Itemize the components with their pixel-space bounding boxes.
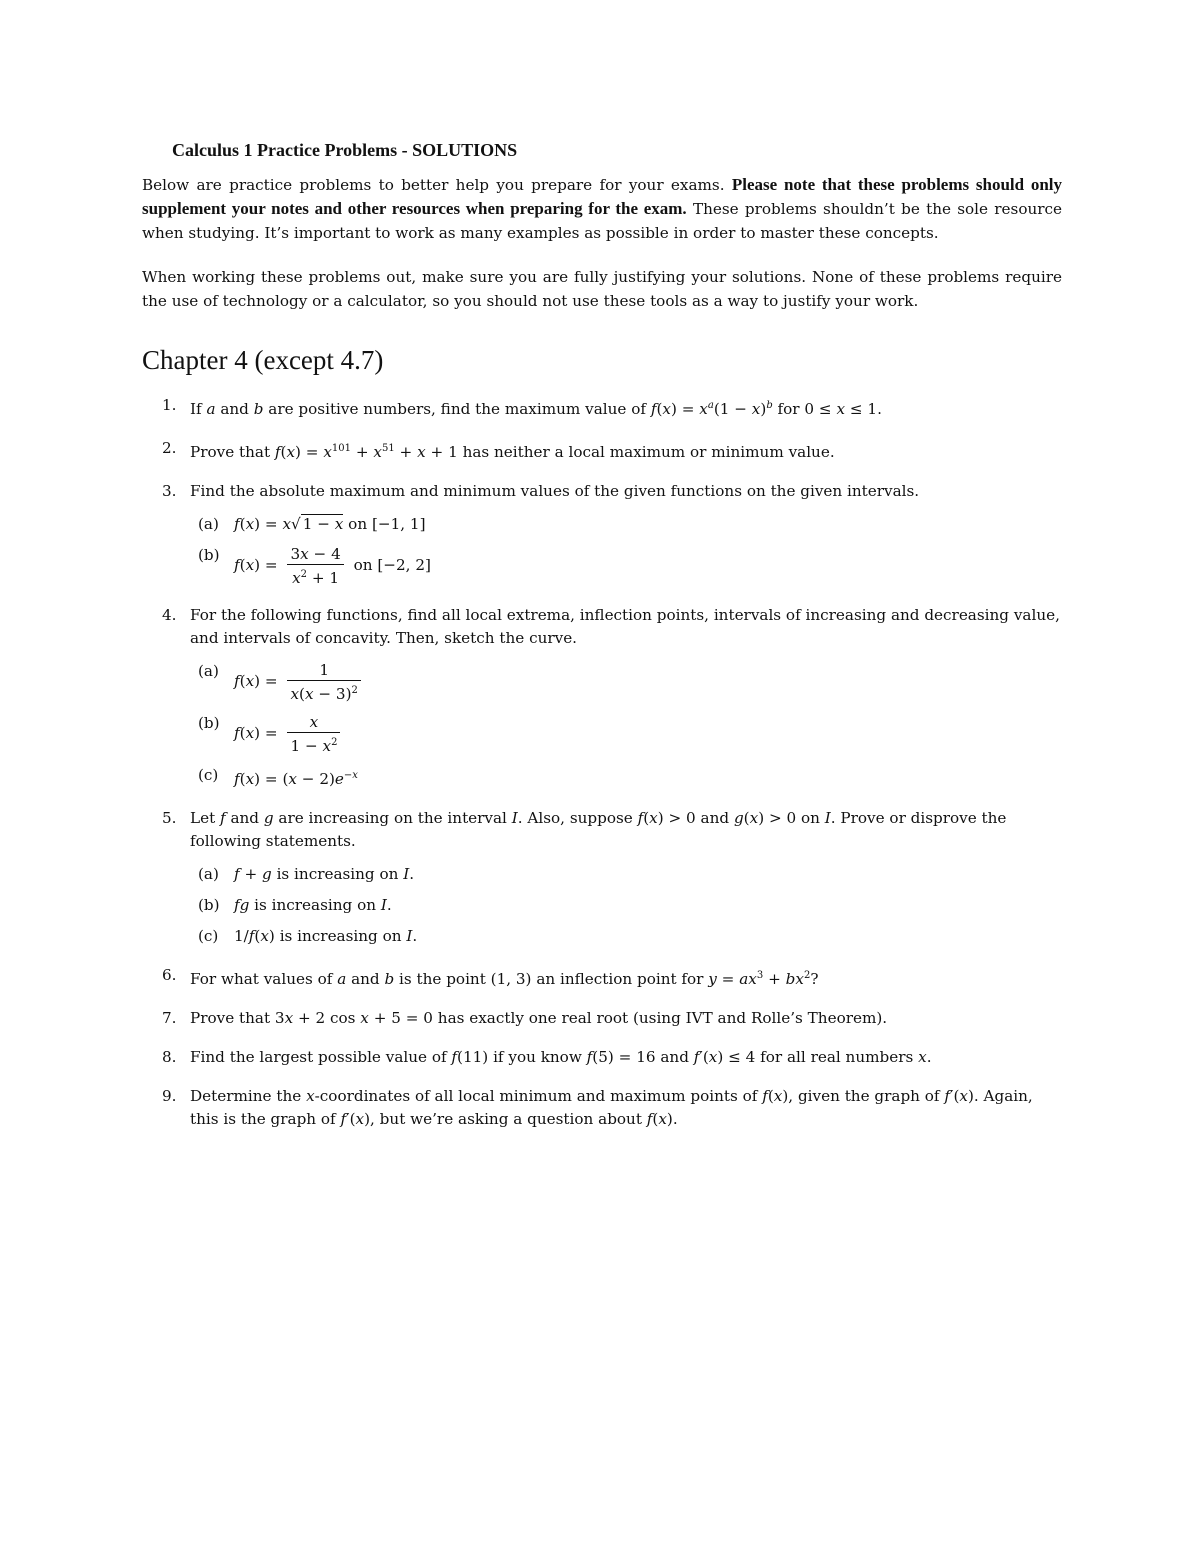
subproblem-list [190, 660, 1062, 791]
problem-text: is increasing on [254, 896, 377, 915]
math-expression: [−1, 1] [371, 515, 426, 534]
problem-number: 9. [162, 1087, 177, 1106]
subproblem-label: (c) [198, 766, 219, 785]
problem-text: on [348, 515, 368, 534]
problem-text: on [353, 556, 373, 575]
subproblem-3b [190, 544, 1062, 588]
math-expression: f(x) > 0 [637, 809, 696, 828]
problem-text: is the point [399, 970, 486, 989]
problem-number: 2. [162, 439, 177, 458]
math-expression: $f(x) = x^a(1 - x)^b$ [650, 400, 773, 419]
math-expression: f(x) = $\frac{x}{1 - x^2}$ [234, 724, 345, 742]
math-expression: $f(x) = (x - 2)e^{-x}$ [234, 770, 358, 789]
subproblem-5c: (c) 1/f(x) is increasing on I. [190, 925, 1062, 948]
math-expression: f′(x) ≤ 4 [693, 1048, 756, 1067]
subproblem-3a [190, 513, 1062, 536]
problem-number: 3. [162, 482, 177, 501]
problem-number: 4. [162, 606, 177, 625]
subproblem-label: (a) [198, 662, 219, 681]
intro-text-start: Below are practice problems to better help you prepare for your exams. [142, 176, 725, 194]
problem-text: . Prove or disprove the following statements. [190, 809, 1007, 851]
subproblem-label: (b) [198, 546, 220, 565]
math-expression: fg [234, 896, 250, 915]
math-expression: f′(x) [944, 1087, 974, 1106]
math-expression: 1/f(x) [234, 927, 275, 946]
math-expression: f(x) [762, 1087, 789, 1106]
subproblem-4c [190, 764, 1062, 791]
problem-text: For the following functions, find all local extrema, inflection points, intervals of increasing and decreasing value, and intervals of concavity. Then, sketch the curve. [190, 606, 1060, 648]
problem-text: Find the largest possible value of [190, 1048, 447, 1067]
math-expression: f′(x) [340, 1110, 371, 1129]
problem-text: If [190, 400, 202, 419]
problem-text: are positive numbers, find the maximum value of [268, 400, 646, 419]
problem-text: Prove that [190, 1009, 271, 1028]
problem-8: 8. Find the largest possible value of f(11) if you know f(5) = 16 and f′(x) ≤ 4 for all real numbers x. [142, 1046, 1062, 1069]
problem-text: and [351, 970, 380, 989]
subproblem-label: (b) [198, 896, 220, 915]
problem-2 [142, 437, 1062, 464]
math-expression: f(x) = x√ 1 − x [234, 515, 344, 534]
problem-6: 6. For what values of a and b is the point (1, 3) an inflection point for $y = ax^3 + bx^2$? [162, 966, 819, 989]
subproblem-4b [190, 712, 1062, 756]
intro-paragraph-1 [142, 173, 1062, 245]
problem-text: Determine the [190, 1087, 302, 1106]
problem-1: 1. If a and b are positive numbers, find the maximum value of $f(x) = x^a(1 - x)^b$ for 0 ≤ x ≤ 1. [162, 396, 882, 419]
document-title: Calculus 1 Practice Problems - SOLUTIONS [172, 140, 518, 160]
intro-paragraph-2: When working these problems out, make sure you are fully justifying your solutions. None of these problems require the use of technology or a calculator, so you should not use these tools as a way to justify your work. [142, 268, 1062, 310]
problem-number: 7. [162, 1009, 177, 1028]
subproblem-list [190, 863, 1062, 948]
problem-text: has exactly one real root (using IVT and Rolle’s Theorem). [437, 1009, 888, 1028]
math-expression: f(5) = 16 [586, 1048, 656, 1067]
problem-number: 8. [162, 1048, 177, 1067]
problem-3 [142, 480, 1062, 588]
problem-text: and [220, 400, 249, 419]
math-expression: f(11) [451, 1048, 489, 1067]
math-expression: $y = ax^3 + bx^2$? [708, 970, 819, 989]
problem-text: is increasing on [279, 927, 402, 946]
chapter-heading: Chapter 4 (except 4.7) [142, 345, 384, 375]
math-expression: 0 ≤ x ≤ 1. [804, 400, 882, 419]
problem-4 [142, 604, 1062, 791]
problem-text: -coordinates of all local minimum and maximum points of [314, 1087, 758, 1106]
problem-text: Let [190, 809, 216, 828]
problem-text: , given the graph of [788, 1087, 940, 1106]
subproblem-label: (a) [198, 515, 219, 534]
problem-text: , but we’re asking a question about [370, 1110, 642, 1129]
problem-number: 1. [162, 396, 177, 414]
math-expression: f(x). [646, 1110, 678, 1129]
problem-text: on [800, 809, 820, 828]
math-expression: g(x) > 0 [733, 809, 797, 828]
math-expression: (1, 3) [490, 970, 532, 989]
math-expression: f(x) = $\frac{3x - 4}{x^2 + 1}$ [234, 556, 349, 574]
math-expression: f + g [234, 865, 272, 884]
intro-text-end: These problems shouldn’t be the sole resource when studying. It’s important to work as many examples as possible in order to master these concepts. [142, 200, 1062, 242]
subproblem-label: (b) [198, 714, 220, 733]
math-expression: $f(x) = x^{101} + x^{51} + x + 1$ [274, 443, 458, 462]
subproblem-label: (c) [198, 927, 219, 946]
problem-5: 5. Let f and g are increasing on the interval I. Also, suppose f(x) > 0 and g(x) > 0 on I. Prove or disprove the following statements. (a) f + g is increasing on I. (b) fg is increasing on I. (c) 1/f(x) is increasing on I. [142, 807, 1062, 948]
problem-text: and [660, 1048, 689, 1067]
subproblem-4a [190, 660, 1062, 704]
problem-text: For what values of [190, 970, 333, 989]
subproblem-list [190, 513, 1062, 588]
problem-list [142, 394, 1062, 1131]
problem-text: an inflection point for [536, 970, 704, 989]
subproblem-label: (a) [198, 865, 219, 884]
math-expression: 3x + 2 cos x + 5 = 0 [274, 1009, 433, 1028]
math-expression: f(x) = $\frac{1}{x(x - 3)^2}$ [234, 672, 366, 690]
subproblem-5b: (b) fg is increasing on I. [190, 894, 1062, 917]
subproblem-5a: (a) f + g is increasing on I. [190, 863, 1062, 886]
problem-text: . Also, suppose [517, 809, 633, 828]
problem-text: and [230, 809, 260, 828]
problem-text: are increasing on the interval [278, 809, 507, 828]
problem-text: and [700, 809, 730, 828]
problem-number: 5. [162, 809, 177, 828]
document-page [142, 140, 1062, 1147]
problem-9: 9. Determine the x-coordinates of all local minimum and maximum points of f(x), given the graph of f′(x). Again, this is the graph of f′(x), but we’re asking a question about f(x). [162, 1087, 1033, 1129]
problem-text: if you know [493, 1048, 582, 1067]
problem-7 [142, 1007, 1062, 1030]
intro-bold-note: Please note that these problems should only supplement your notes and other resources when preparing for the exam. [142, 175, 1063, 218]
problem-text: . Again, this is the graph of [190, 1087, 1033, 1129]
problem-text: is increasing on [276, 865, 399, 884]
problem-text: Find the absolute maximum and minimum values of the given functions on the given intervals. [190, 482, 920, 501]
problem-number: 6. [162, 966, 177, 985]
problem-text: has neither a local maximum or minimum value. [462, 443, 835, 462]
problem-text: Prove that [190, 443, 271, 462]
problem-text: for [777, 400, 800, 419]
math-expression: [−2, 2] [377, 556, 431, 575]
problem-text: for all real numbers [760, 1048, 914, 1067]
